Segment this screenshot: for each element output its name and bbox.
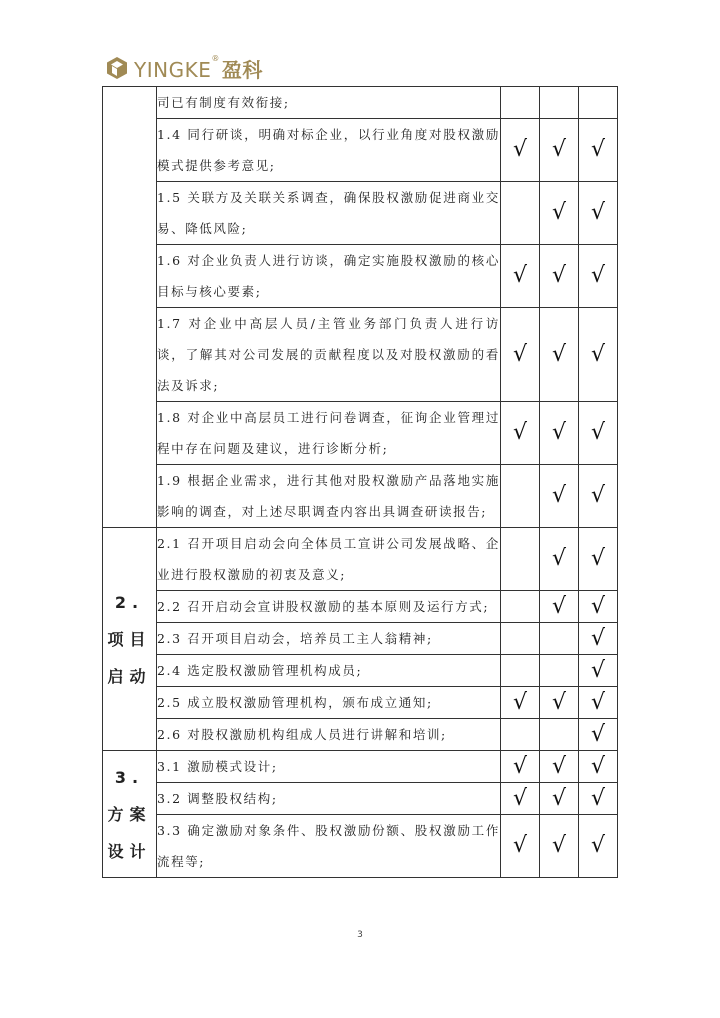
check-mark-icon: √ bbox=[512, 833, 528, 858]
table-row bbox=[103, 402, 618, 465]
check-cell-2 bbox=[540, 751, 579, 783]
check-cell-2 bbox=[540, 591, 579, 623]
check-cell-2 bbox=[540, 687, 579, 719]
check-mark-icon: √ bbox=[590, 420, 606, 445]
task-cell: 2.2 召开启动会宣讲股权激励的基本原则及运行方式; bbox=[157, 591, 501, 623]
check-mark-icon: √ bbox=[512, 420, 528, 445]
check-cell-1 bbox=[501, 528, 540, 591]
table-row bbox=[103, 119, 618, 182]
check-mark-icon: √ bbox=[590, 546, 606, 571]
check-cell-3 bbox=[579, 687, 618, 719]
section-cell: 3. 方案设计 bbox=[103, 751, 157, 878]
check-cell-2 bbox=[540, 655, 579, 687]
section-cell bbox=[103, 87, 157, 528]
task-cell: 3.3 确定激励对象条件、股权激励份额、股权激励工作流程等; bbox=[157, 815, 501, 878]
check-cell-2 bbox=[540, 245, 579, 308]
task-cell: 3.2 调整股权结构; bbox=[157, 783, 501, 815]
check-cell-1 bbox=[501, 687, 540, 719]
check-cell-2 bbox=[540, 308, 579, 402]
check-cell-1 bbox=[501, 465, 540, 528]
yingke-logo-icon bbox=[106, 56, 128, 80]
check-cell-1 bbox=[501, 719, 540, 751]
task-cell: 1.9 根据企业需求，进行其他对股权激励产品落地实施影响的调查，对上述尽职调查内容出具调查研读报告; bbox=[157, 465, 501, 528]
check-cell-1 bbox=[501, 245, 540, 308]
check-mark-icon: √ bbox=[590, 689, 606, 715]
check-cell-3 bbox=[579, 783, 618, 815]
check-mark-icon: √ bbox=[551, 689, 567, 715]
check-cell-1 bbox=[501, 815, 540, 878]
check-mark-icon: √ bbox=[590, 721, 606, 747]
check-mark-icon: √ bbox=[512, 753, 528, 779]
table-row bbox=[103, 528, 618, 591]
check-mark-icon: √ bbox=[551, 200, 567, 225]
check-cell-1 bbox=[501, 623, 540, 655]
page-number: 3 bbox=[357, 930, 363, 940]
check-mark-icon: √ bbox=[512, 263, 528, 288]
check-mark-icon: √ bbox=[590, 483, 606, 508]
task-cell: 1.5 关联方及关联关系调查，确保股权激励促进商业交易、降低风险; bbox=[157, 182, 501, 245]
check-cell-3 bbox=[579, 308, 618, 402]
check-cell-2 bbox=[540, 119, 579, 182]
check-mark-icon: √ bbox=[590, 833, 606, 858]
task-cell: 司已有制度有效衔接; bbox=[157, 87, 501, 119]
check-mark-icon: √ bbox=[512, 785, 528, 811]
check-cell-3 bbox=[579, 528, 618, 591]
task-cell: 1.4 同行研谈，明确对标企业，以行业角度对股权激励模式提供参考意见; bbox=[157, 119, 501, 182]
task-cell: 2.5 成立股权激励管理机构，颁布成立通知; bbox=[157, 687, 501, 719]
check-cell-1 bbox=[501, 783, 540, 815]
check-mark-icon: √ bbox=[551, 137, 567, 162]
task-cell: 2.6 对股权激励机构组成人员进行讲解和培训; bbox=[157, 719, 501, 751]
check-mark-icon: √ bbox=[512, 137, 528, 162]
check-cell-2 bbox=[540, 402, 579, 465]
check-mark-icon: √ bbox=[590, 341, 606, 367]
check-cell-1 bbox=[501, 119, 540, 182]
check-mark-icon: √ bbox=[590, 657, 606, 683]
task-cell: 1.6 对企业负责人进行访谈，确定实施股权激励的核心目标与核心要素; bbox=[157, 245, 501, 308]
check-mark-icon: √ bbox=[551, 420, 567, 445]
check-mark-icon: √ bbox=[590, 137, 606, 162]
check-cell-3 bbox=[579, 182, 618, 245]
check-mark-icon: √ bbox=[551, 753, 567, 779]
check-cell-3 bbox=[579, 465, 618, 528]
check-mark-icon: √ bbox=[551, 263, 567, 288]
check-cell-2 bbox=[540, 528, 579, 591]
check-cell-3 bbox=[579, 87, 618, 119]
check-cell-3 bbox=[579, 719, 618, 751]
check-cell-1 bbox=[501, 308, 540, 402]
table-row bbox=[103, 87, 618, 119]
check-cell-2 bbox=[540, 87, 579, 119]
check-cell-2 bbox=[540, 182, 579, 245]
check-cell-1 bbox=[501, 182, 540, 245]
check-mark-icon: √ bbox=[551, 593, 567, 619]
check-cell-1 bbox=[501, 402, 540, 465]
task-cell: 1.7 对企业中高层人员/主管业务部门负责人进行访谈，了解其对公司发展的贡献程度以及对股权激励的看法及诉求; bbox=[157, 308, 501, 402]
check-cell-1 bbox=[501, 655, 540, 687]
task-cell: 1.8 对企业中高层员工进行问卷调查，征询企业管理过程中存在问题及建议，进行诊断分析; bbox=[157, 402, 501, 465]
check-mark-icon: √ bbox=[590, 753, 606, 779]
check-cell-2 bbox=[540, 623, 579, 655]
check-cell-1 bbox=[501, 87, 540, 119]
table-row bbox=[103, 815, 618, 878]
check-mark-icon: √ bbox=[590, 263, 606, 288]
table-row bbox=[103, 308, 618, 402]
check-mark-icon: √ bbox=[590, 200, 606, 225]
check-mark-icon: √ bbox=[551, 341, 567, 367]
check-mark-icon: √ bbox=[551, 785, 567, 811]
check-mark-icon: √ bbox=[590, 785, 606, 811]
task-cell: 2.4 选定股权激励管理机构成员; bbox=[157, 655, 501, 687]
check-cell-2 bbox=[540, 783, 579, 815]
check-cell-2 bbox=[540, 719, 579, 751]
check-mark-icon: √ bbox=[590, 593, 606, 619]
table-row bbox=[103, 623, 618, 655]
table-row bbox=[103, 465, 618, 528]
check-mark-icon: √ bbox=[551, 833, 567, 858]
check-mark-icon: √ bbox=[590, 625, 606, 651]
task-cell: 3.1 激励模式设计; bbox=[157, 751, 501, 783]
check-cell-3 bbox=[579, 623, 618, 655]
logo-text: YINGKE® 盈科 bbox=[134, 53, 263, 82]
check-cell-3 bbox=[579, 751, 618, 783]
task-cell: 2.3 召开项目启动会，培养员工主人翁精神; bbox=[157, 623, 501, 655]
check-cell-1 bbox=[501, 751, 540, 783]
check-cell-3 bbox=[579, 245, 618, 308]
company-logo bbox=[106, 55, 263, 81]
check-cell-3 bbox=[579, 591, 618, 623]
check-cell-2 bbox=[540, 465, 579, 528]
table-row bbox=[103, 655, 618, 687]
check-mark-icon: √ bbox=[551, 483, 567, 508]
check-cell-1 bbox=[501, 591, 540, 623]
table-row bbox=[103, 687, 618, 719]
check-cell-3 bbox=[579, 402, 618, 465]
check-cell-3 bbox=[579, 655, 618, 687]
table-row bbox=[103, 182, 618, 245]
table-row bbox=[103, 245, 618, 308]
table-row bbox=[103, 751, 618, 783]
check-cell-3 bbox=[579, 119, 618, 182]
table-row bbox=[103, 783, 618, 815]
check-mark-icon: √ bbox=[551, 546, 567, 571]
table-row bbox=[103, 591, 618, 623]
check-mark-icon: √ bbox=[512, 689, 528, 715]
table-row bbox=[103, 719, 618, 751]
check-cell-2 bbox=[540, 815, 579, 878]
work-plan-table bbox=[102, 86, 618, 878]
task-cell: 2.1 召开项目启动会向全体员工宣讲公司发展战略、企业进行股权激励的初衷及意义; bbox=[157, 528, 501, 591]
check-mark-icon: √ bbox=[512, 341, 528, 367]
check-cell-3 bbox=[579, 815, 618, 878]
section-cell: 2. 项目启动 bbox=[103, 528, 157, 751]
